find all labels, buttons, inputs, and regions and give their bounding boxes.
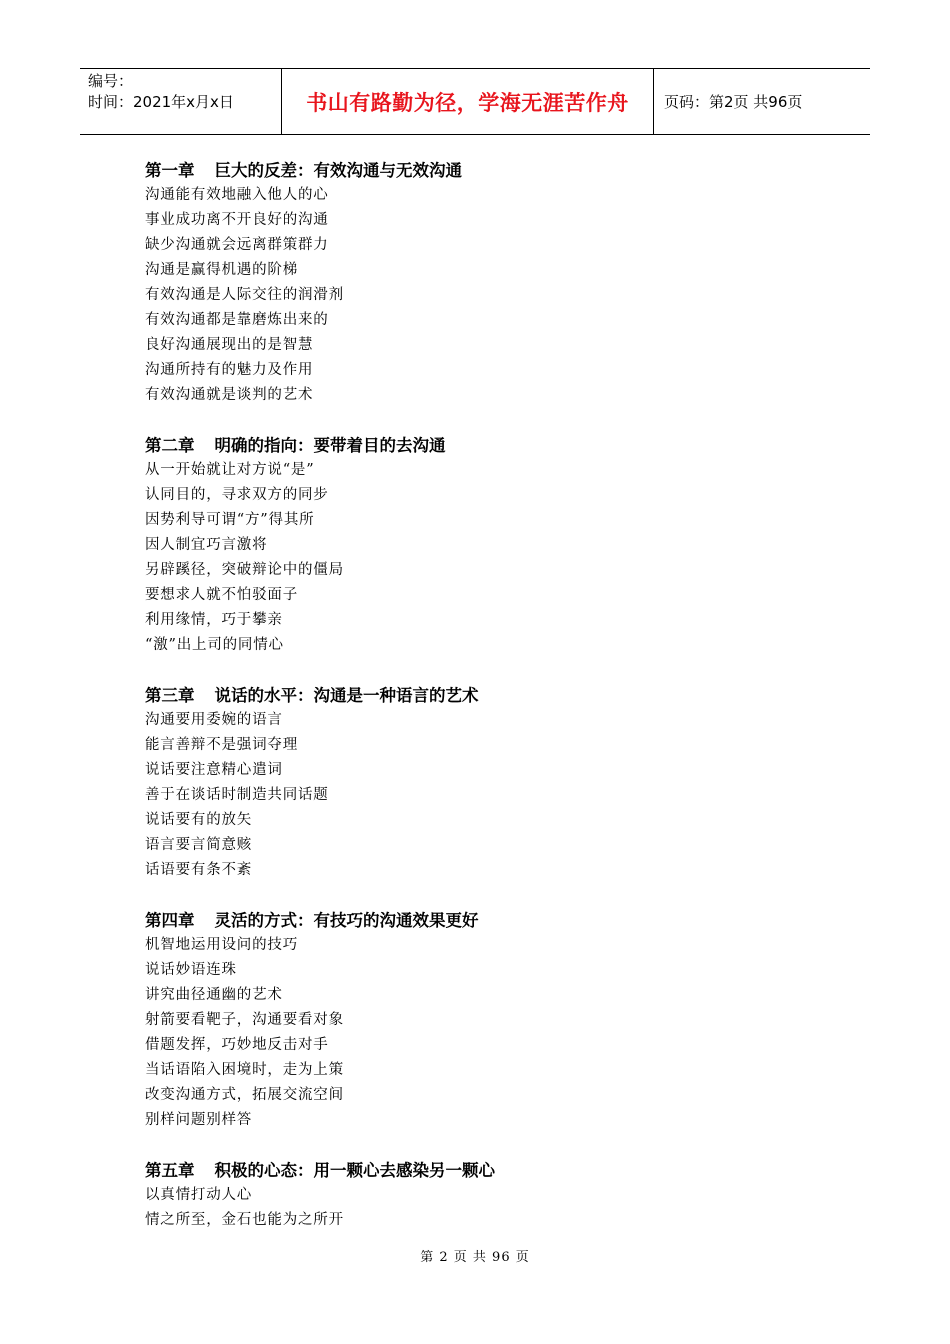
chapter-heading	[145, 683, 845, 708]
chapter-item: 认同目的，寻求双方的同步	[145, 487, 329, 503]
chapter-number: 第二章	[145, 436, 195, 455]
date-label: 时间：2021年x月x日	[88, 93, 234, 111]
chapter-item: 因人制宜巧言激将	[145, 537, 268, 553]
chapter-item: 要想求人就不怕驳面子	[145, 587, 298, 603]
header-meta	[80, 69, 282, 134]
chapter-heading	[145, 908, 845, 933]
chapter-heading	[145, 1158, 845, 1183]
chapter-item: 说话妙语连珠	[145, 962, 237, 978]
chapter-item: 机智地运用设问的技巧	[145, 937, 298, 953]
header-page-info: 页码：第2页 共96页	[664, 93, 803, 111]
chapter-item: 改变沟通方式，拓展交流空间	[145, 1087, 344, 1103]
chapter-item: 借题发挥，巧妙地反击对手	[145, 1037, 329, 1053]
chapter-item: 能言善辩不是强词夺理	[145, 737, 298, 753]
chapter-item: 沟通是赢得机遇的阶梯	[145, 262, 298, 278]
chapter-title: 明确的指向：要带着目的去沟通	[214, 436, 446, 455]
code-label: 编号：	[88, 72, 134, 90]
chapter-item: 说话要有的放矢	[145, 812, 253, 828]
chapter-item: 利用缘情，巧于攀亲	[145, 612, 283, 628]
chapter-item: 另辟蹊径，突破辩论中的僵局	[145, 562, 344, 578]
chapter-item: 当话语陷入困境时，走为上策	[145, 1062, 344, 1078]
chapter-section	[145, 158, 845, 408]
chapter-item: 沟通要用委婉的语言	[145, 712, 283, 728]
chapter-title: 积极的心态：用一颗心去感染另一颗心	[214, 1161, 495, 1180]
chapter-item: 语言要言简意赅	[145, 837, 253, 853]
chapter-item: “激”出上司的同情心	[145, 637, 284, 653]
chapter-item: 从一开始就让对方说“是”	[145, 462, 315, 478]
chapter-item: 有效沟通就是谈判的艺术	[145, 387, 314, 403]
chapter-item: 良好沟通展现出的是智慧	[145, 337, 314, 353]
chapter-section	[145, 433, 845, 658]
chapter-item: 说话要注意精心遣词	[145, 762, 283, 778]
document-body	[145, 158, 845, 1258]
chapter-number: 第一章	[145, 161, 195, 180]
chapter-title: 灵活的方式：有技巧的沟通效果更好	[214, 911, 479, 930]
chapter-heading	[145, 433, 845, 458]
chapter-heading	[145, 158, 845, 183]
chapter-item: 沟通所持有的魅力及作用	[145, 362, 314, 378]
chapter-section	[145, 683, 845, 883]
chapter-item: 话语要有条不紊	[145, 862, 253, 878]
chapter-number: 第五章	[145, 1161, 195, 1180]
chapter-item: 缺少沟通就会远离群策群力	[145, 237, 329, 253]
chapter-item: 事业成功离不开良好的沟通	[145, 212, 329, 228]
chapter-section	[145, 908, 845, 1133]
page-header	[80, 68, 870, 135]
chapter-section	[145, 1158, 845, 1233]
page-footer: 第 2 页 共 96 页	[420, 1250, 530, 1265]
header-motto: 书山有路勤为径，学海无涯苦作舟	[282, 69, 654, 134]
chapter-title: 巨大的反差：有效沟通与无效沟通	[214, 161, 462, 180]
chapter-item: 讲究曲径通幽的艺术	[145, 987, 283, 1003]
chapter-item: 有效沟通都是靠磨炼出来的	[145, 312, 329, 328]
chapter-item: 善于在谈话时制造共同话题	[145, 787, 329, 803]
chapter-item: 射箭要看靶子，沟通要看对象	[145, 1012, 344, 1028]
chapter-item: 沟通能有效地融入他人的心	[145, 187, 329, 203]
chapter-item: 有效沟通是人际交往的润滑剂	[145, 287, 344, 303]
chapter-number: 第三章	[145, 686, 195, 705]
chapter-item: 因势利导可谓“方”得其所	[145, 512, 315, 528]
chapter-number: 第四章	[145, 911, 195, 930]
chapter-item: 别样问题别样答	[145, 1112, 253, 1128]
chapter-item: 以真情打动人心	[145, 1187, 253, 1203]
chapter-title: 说话的水平：沟通是一种语言的艺术	[214, 686, 479, 705]
chapter-item: 情之所至，金石也能为之所开	[145, 1212, 344, 1228]
